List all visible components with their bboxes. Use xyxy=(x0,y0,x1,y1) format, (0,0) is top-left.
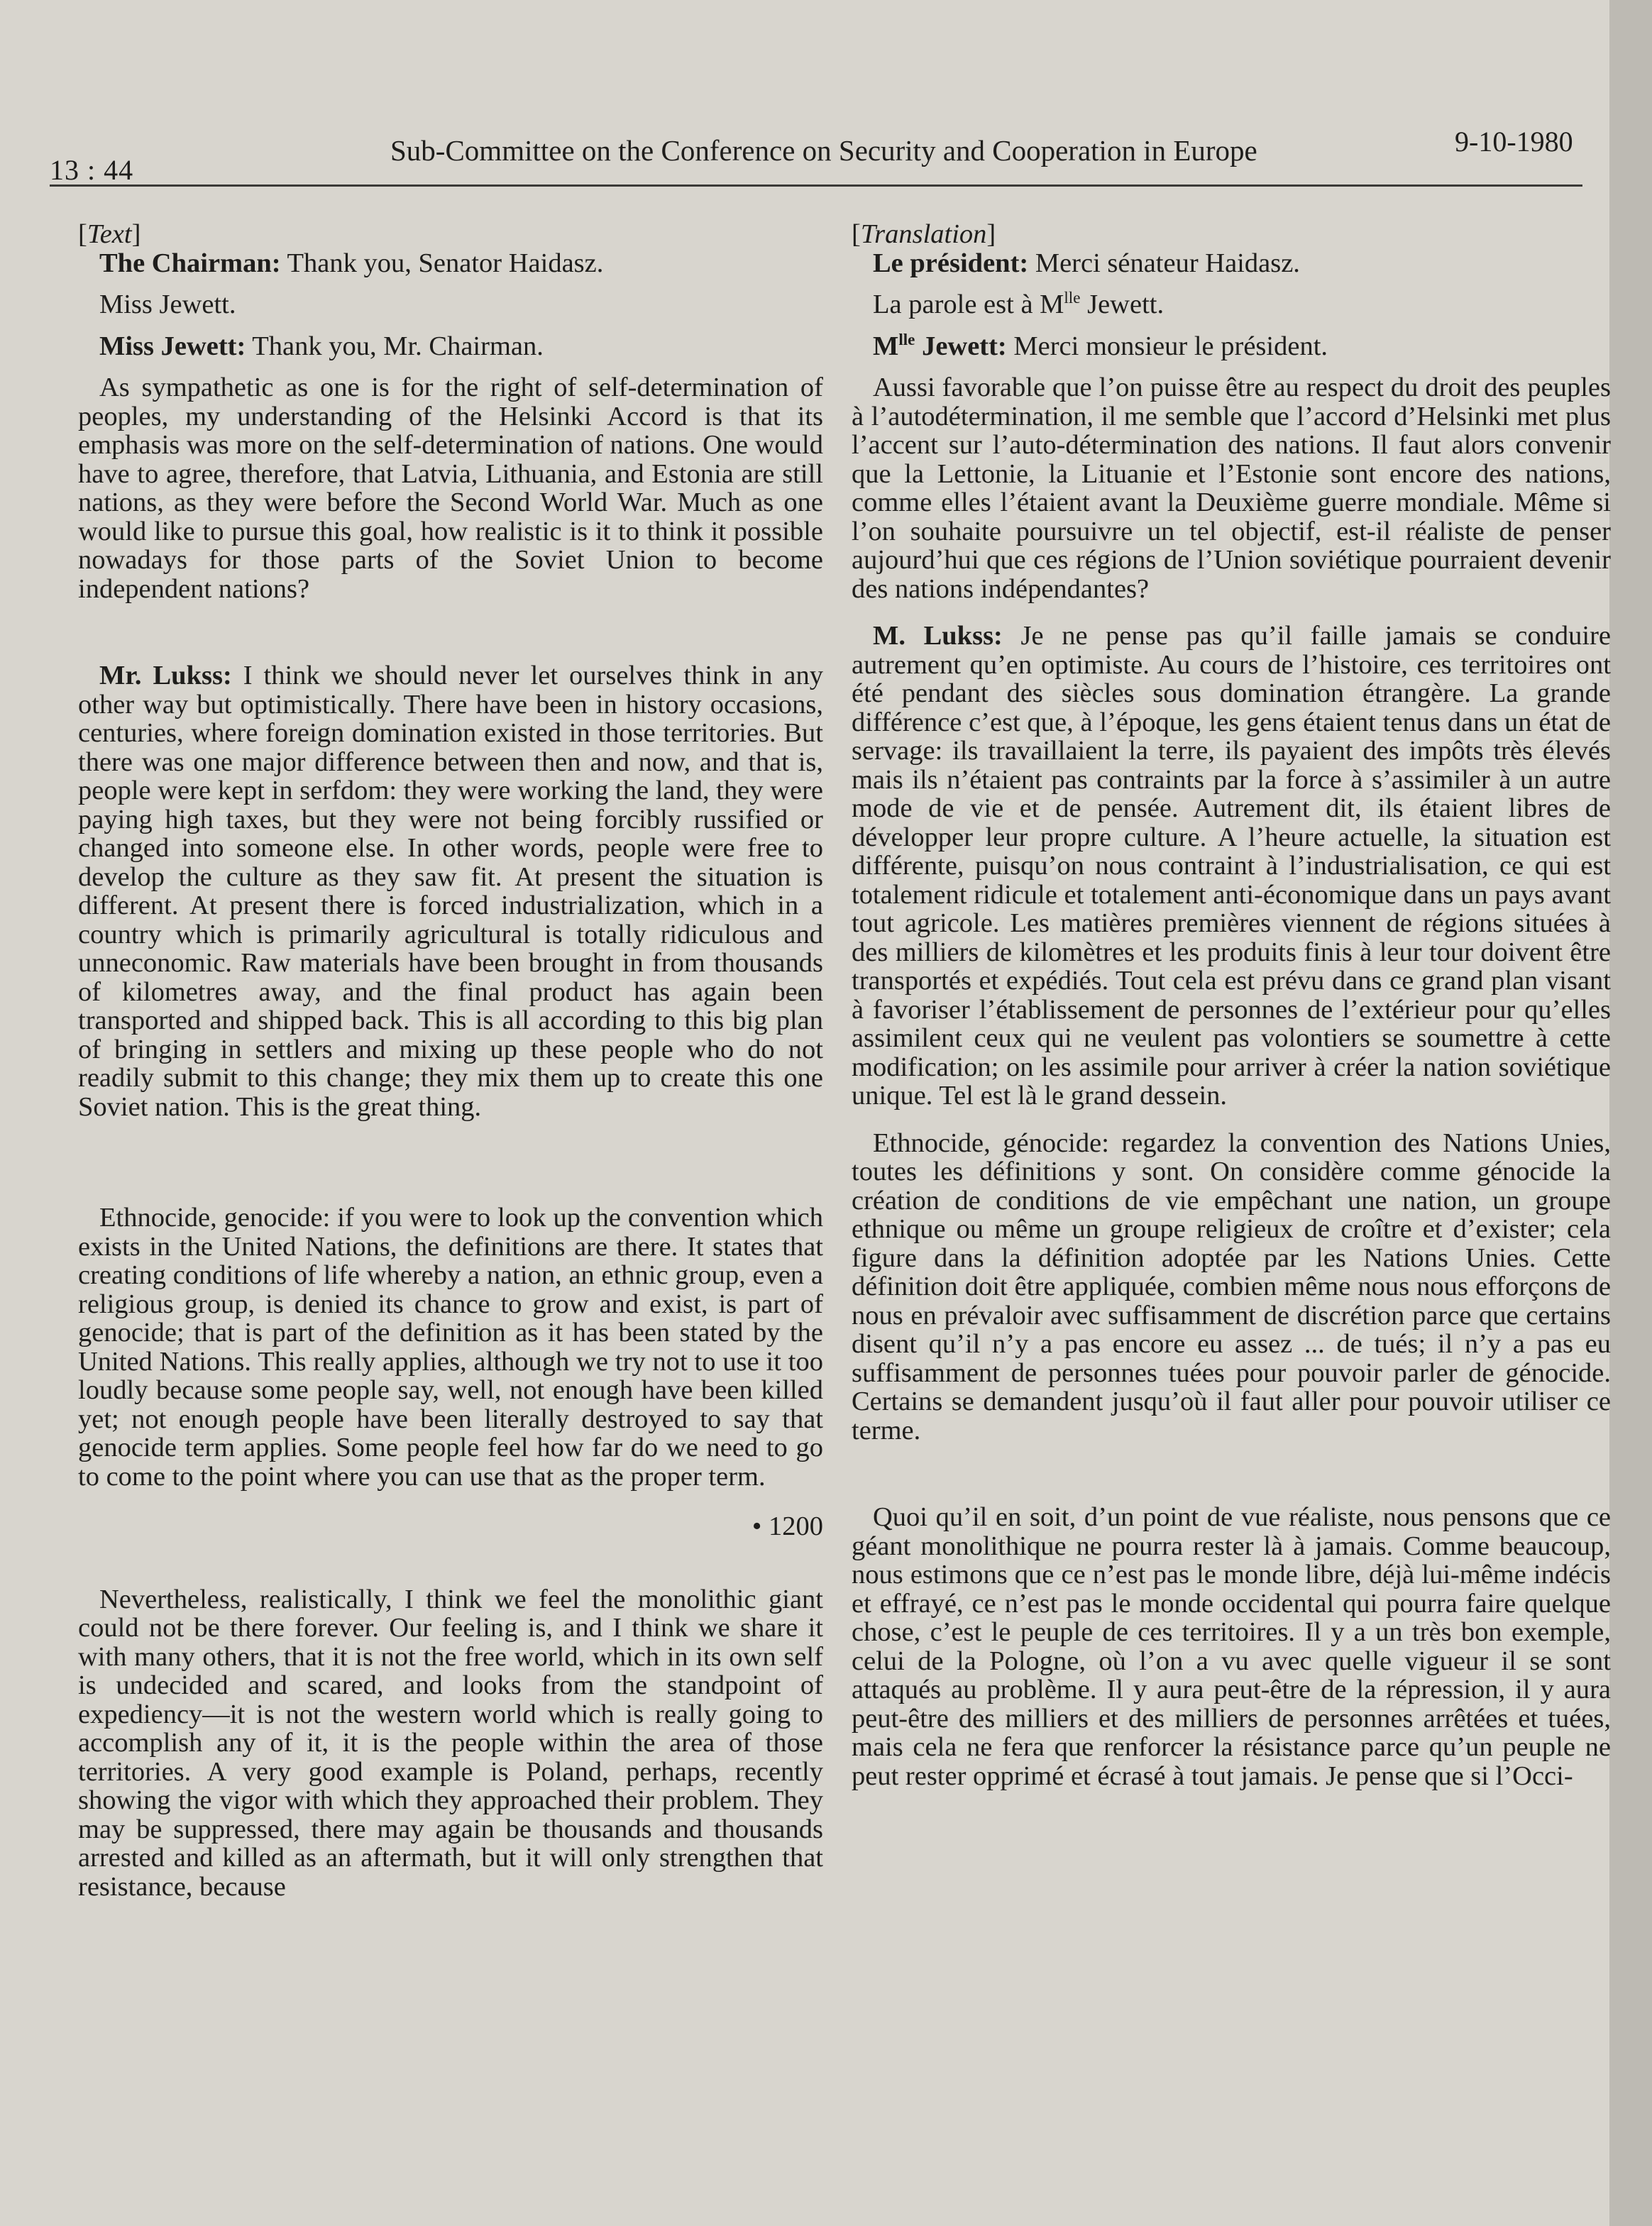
paragraph: As sympathetic as one is for the right of self-determination of peoples, my understanding of the Helsinki Accord is that its emphasis was more on the self-determination of nations. One would have to agree, therefore, that Latvia, Lithuania, and Estonia are still nations, as they were before the Second World War. Much as one would like to pursue this goal, how realistic is it to think it possible nowadays for those parts of the Soviet Union to become independent nations? xyxy=(78,373,823,604)
english-column xyxy=(78,220,823,1919)
meeting-date: 9-10-1980 xyxy=(1455,126,1573,158)
president-call: La parole est à $M^{lle}$ Jewett. xyxy=(873,288,1164,319)
paragraph: Nevertheless, realistically, I think we feel the monolithic giant could not be there forever. Our feeling is, and I think we share it with many others, that it is not the free world, which in its own self is undecided and scared, and looks from the standpoint of expediency—it is not the western world which is really going to accomplish any of it, it is the people within the area of those territories. A very good example is Poland, perhaps, recently showing the vigor with which they approached their problem. They may be suppressed, there may again be thousands and thousands arrested and killed as an aftermath, but it will only strengthen that resistance, because xyxy=(78,1584,823,1902)
translation-label: [Translation] xyxy=(852,219,996,249)
time-marker: • 1200 xyxy=(751,1511,823,1541)
chairman-call: Miss Jewett. xyxy=(99,290,236,319)
speaker-name: Mr. Lukss: xyxy=(99,661,232,690)
speaker-name: $M^{lle}$ Jewett: xyxy=(873,329,1007,361)
speaker-name: Miss Jewett: xyxy=(99,331,246,361)
page-header xyxy=(50,125,1582,186)
president-remark: Le président: Merci sénateur Haidasz. xyxy=(873,248,1300,278)
speaker-name: The Chairman: xyxy=(99,248,281,278)
paragraph: Ethnocide, génocide: regardez la convention des Nations Unies, toutes les définitions y sont. On considère comme génocide la création de conditions de vie empêchant une nation, un groupe ethnique ou même un groupe religieux de croître et d’exister; cela figure dans la définition adoptée par les Nations Unies. Cette définition doit être appliquée, combien même nous nous efforçons de nous en prévaloir avec suffisamment de discrétion parce que certains disent qu’il n’y a pas encore eu assez ... de tués; il n’y a pas eu suffisamment de personnes tuées pour pouvoir parler de génocide. Certains se demandent jusqu’où il faut aller pour pouvoir utiliser ce terme. xyxy=(852,1128,1611,1445)
speaker-name: Le président: xyxy=(873,248,1029,278)
speaker-name: M. Lukss: xyxy=(873,621,1003,651)
paragraph: Aussi favorable que l’on puisse être au respect du droit des peuples à l’autodétermination, il me semble que l’accord d’Helsinki met plus l’accent sur l’auto-détermination des nations. Il faut alors convenir que la Lettonie, la Lituanie et l’Estonie sont encore des nations, comme elles l’étaient avant la Deuxième guerre mondiale. Même si l’on souhaite poursuivre un tel objectif, est-il réaliste de penser aujourd’hui que ces régions de l’Union soviétique pourraient devenir des nations indépendantes? xyxy=(852,373,1611,604)
committee-title: Sub-Committee on the Conference on Security and Cooperation in Europe xyxy=(390,134,1257,167)
paragraph: Quoi qu’il en soit, d’un point de vue réaliste, nous pensons que ce géant monolithique ne pourra rester là à jamais. Comme beaucoup, nous estimons que ce n’est pas le monde libre, déjà lui-même indécis et effrayé, ce n’est pas le monde occidental qui pourra faire quelque chose, c’est le peuple de ces territoires. Il y a un très bon exemple, celui de la Pologne, où l’on a vu avec quelle vigueur il se sont attaqués au problème. Il y aura peut-être de la répression, il y aura peut-être des milliers et des milliers de personnes arrêtées et tuées, mais cela ne fera que renforcer la résistance parce qu’un peuple ne peut rester opprimé et écrasé à tout jamais. Je pense que si l’Occi- xyxy=(852,1502,1611,1791)
page-edge xyxy=(1609,0,1652,2226)
jewett-remark: Miss Jewett: Thank you, Mr. Chairman. xyxy=(99,331,544,361)
lukss-remark: M. Lukss: Je ne pense pas qu’il faille jamais se conduire autrement qu’en optimiste. Au cours de l’histoire, ces territoires ont été pendant des siècles sous domination étrangère. La grande différence c’est que, à l’époque, les gens étaient tenus dans un état de servage: ils travaillaient la terre, ils payaient des impôts très élevés mais ils n’étaient pas contraints par la force à s’assimiler à un autre mode de vie et de pensée. Autrement dit, ils étaient libres de développer leur propre culture. A l’heure actuelle, la situation est différente, puisqu’on nous contraint à l’industrialisation, ce qui est totalement ridicule et totalement anti-économique dans un pays avant tout agricole. Les matières premières viennent de régions situées à des milliers de kilomètres et les produits finis à leur tour doivent être transportés et expédiés. Tout cela est prévu dans ce grand plan visant à favoriser l’établissement de personnes de l’extérieur pour qu’elles assimilent ceux qui ne veulent pas volontiers se soumettre à cette modification; on les assimile pour arriver à créer la nation soviétique unique. Tel est là le grand dessein. xyxy=(852,621,1611,1111)
lukss-remark: Mr. Lukss: I think we should never let ourselves think in any other way but optimistically. There have been in history occasions, centuries, where foreign domination existed in those territories. But there was one major difference between then and now, and that is, people were kept in serfdom: they were working the land, they were paying high taxes, but they were not being forcibly russified or changed into someone else. In other words, people were free to develop the culture as they saw fit. At present the situation is different. At present there is forced industrialization, which in a country which is primarily agricultural is totally ridiculous and unneconomic. Raw materials have been brought in from thousands of kilometres away, and the final product has again been transported and shipped back. This is all according to this big plan of bringing in settlers and mixing up these people who do not readily submit to this change; they mix them up to create this one Soviet nation. This is the great thing. xyxy=(78,661,823,1122)
french-column xyxy=(852,220,1611,1809)
jewett-remark: $M^{lle}$ Jewett: Merci monsieur le président. xyxy=(873,329,1328,361)
chairman-remark: The Chairman: Thank you, Senator Haidasz. xyxy=(99,248,604,278)
page-number: 13 : 44 xyxy=(50,154,134,186)
paragraph: Ethnocide, genocide: if you were to look up the convention which exists in the United Nations, the definitions are there. It states that creating conditions of life whereby a nation, an ethnic group, even a religious group, is denied its chance to grow and exist, is part of genocide; that is part of the definition as it has been stated by the United Nations. This really applies, although we try not to use it too loudly because some people say, well, not enough have been killed yet; not enough people have been literally destroyed to say that genocide term applies. Some people feel how far do we need to go to come to the point where you can use that as the proper term. xyxy=(78,1203,823,1492)
header-rule xyxy=(50,184,1582,187)
text-label: [Text] xyxy=(78,219,141,249)
